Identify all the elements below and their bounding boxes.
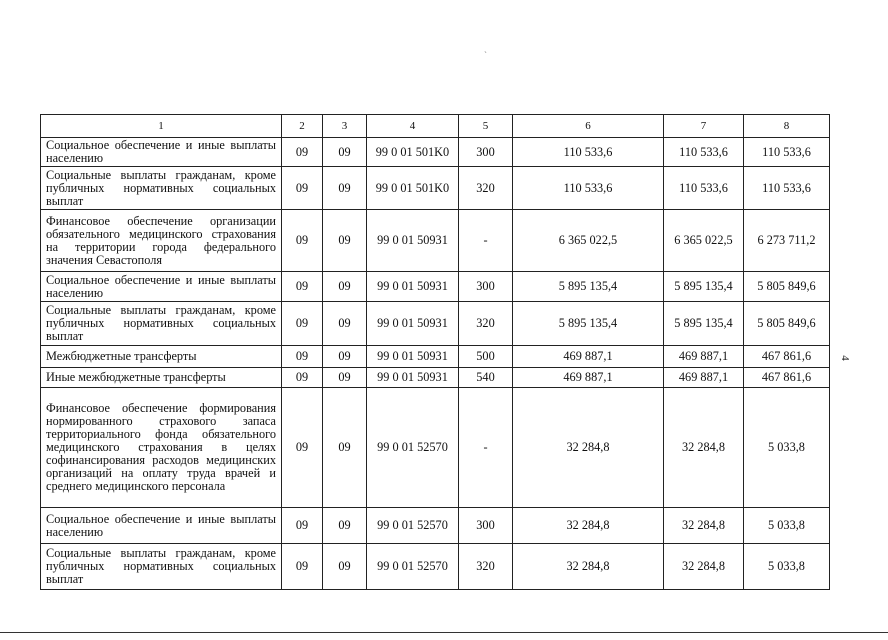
row-amount-col7: 110 533,6 [664, 167, 744, 210]
row-subsection: 09 [323, 272, 367, 302]
row-amount-col8: 5 805 849,6 [744, 302, 830, 346]
row-amount-col8: 5 033,8 [744, 508, 830, 544]
row-target-code: 99 0 01 50931 [367, 210, 459, 272]
row-expense-type: - [459, 388, 513, 508]
row-amount-col6: 32 284,8 [513, 508, 664, 544]
row-subsection: 09 [323, 544, 367, 590]
table-row [41, 346, 830, 368]
row-subsection: 09 [323, 346, 367, 368]
row-target-code: 99 0 01 501K0 [367, 138, 459, 167]
row-subsection: 09 [323, 302, 367, 346]
row-amount-col7: 469 887,1 [664, 346, 744, 368]
table-row [41, 368, 830, 388]
row-target-code: 99 0 01 52570 [367, 508, 459, 544]
table-row [41, 302, 830, 346]
row-expense-type: 300 [459, 138, 513, 167]
row-amount-col6: 469 887,1 [513, 346, 664, 368]
row-amount-col8: 467 861,6 [744, 346, 830, 368]
budget-table [40, 114, 830, 590]
row-amount-col7: 469 887,1 [664, 368, 744, 388]
row-amount-col8: 110 533,6 [744, 167, 830, 210]
row-amount-col6: 469 887,1 [513, 368, 664, 388]
row-expense-type: 300 [459, 508, 513, 544]
column-header: 7 [664, 115, 744, 138]
row-name: Социальное обеспечение и иные выплаты населению [41, 272, 282, 302]
row-section: 09 [282, 138, 323, 167]
table-row [41, 210, 830, 272]
row-target-code: 99 0 01 501K0 [367, 167, 459, 210]
row-name: Межбюджетные трансферты [41, 346, 282, 368]
column-header: 4 [367, 115, 459, 138]
row-name: Финансовое обеспечение формирования нормированного страхового запаса территориального фонда обязательного медицинского страхования в целях софинансирования расходов медицинских организаций на оплату труда врачей и среднего медицинского персонала [41, 388, 282, 508]
row-subsection: 09 [323, 508, 367, 544]
row-section: 09 [282, 272, 323, 302]
row-subsection: 09 [323, 210, 367, 272]
row-amount-col7: 5 895 135,4 [664, 272, 744, 302]
row-amount-col6: 110 533,6 [513, 138, 664, 167]
row-subsection: 09 [323, 368, 367, 388]
column-header: 6 [513, 115, 664, 138]
row-amount-col8: 5 033,8 [744, 544, 830, 590]
row-name: Социальное обеспечение и иные выплаты населению [41, 138, 282, 167]
row-amount-col7: 32 284,8 [664, 388, 744, 508]
row-expense-type: 320 [459, 544, 513, 590]
row-amount-col6: 32 284,8 [513, 544, 664, 590]
page-number: 4 [838, 355, 851, 361]
row-section: 09 [282, 368, 323, 388]
row-amount-col6: 6 365 022,5 [513, 210, 664, 272]
row-target-code: 99 0 01 50931 [367, 368, 459, 388]
row-target-code: 99 0 01 52570 [367, 544, 459, 590]
row-section: 09 [282, 544, 323, 590]
row-amount-col8: 6 273 711,2 [744, 210, 830, 272]
row-expense-type: 500 [459, 346, 513, 368]
table-row [41, 138, 830, 167]
row-expense-type: 300 [459, 272, 513, 302]
row-amount-col6: 110 533,6 [513, 167, 664, 210]
row-name: Социальные выплаты гражданам, кроме публичных нормативных социальных выплат [41, 302, 282, 346]
column-header: 1 [41, 115, 282, 138]
row-name: Социальные выплаты гражданам, кроме публичных нормативных социальных выплат [41, 167, 282, 210]
table-row [41, 508, 830, 544]
row-target-code: 99 0 01 50931 [367, 302, 459, 346]
column-header: 2 [282, 115, 323, 138]
table-row [41, 544, 830, 590]
row-amount-col7: 6 365 022,5 [664, 210, 744, 272]
row-amount-col6: 5 895 135,4 [513, 302, 664, 346]
row-amount-col8: 467 861,6 [744, 368, 830, 388]
column-header: 8 [744, 115, 830, 138]
header-row [41, 115, 830, 138]
row-section: 09 [282, 388, 323, 508]
row-target-code: 99 0 01 50931 [367, 272, 459, 302]
row-target-code: 99 0 01 50931 [367, 346, 459, 368]
row-amount-col7: 32 284,8 [664, 508, 744, 544]
table-body [41, 115, 830, 590]
row-amount-col8: 5 033,8 [744, 388, 830, 508]
row-subsection: 09 [323, 167, 367, 210]
table-row [41, 272, 830, 302]
row-section: 09 [282, 210, 323, 272]
row-expense-type: 320 [459, 302, 513, 346]
row-section: 09 [282, 167, 323, 210]
table-row [41, 167, 830, 210]
row-amount-col7: 5 895 135,4 [664, 302, 744, 346]
row-expense-type: 540 [459, 368, 513, 388]
scan-mark: ` [484, 50, 487, 60]
row-section: 09 [282, 346, 323, 368]
table-row [41, 388, 830, 508]
row-name: Иные межбюджетные трансферты [41, 368, 282, 388]
row-name: Финансовое обеспечение организации обязательного медицинского страхования на территории города федерального значения Севастополя [41, 210, 282, 272]
row-name: Социальное обеспечение и иные выплаты населению [41, 508, 282, 544]
bottom-border-line [0, 632, 888, 633]
row-section: 09 [282, 508, 323, 544]
row-amount-col8: 110 533,6 [744, 138, 830, 167]
column-header: 3 [323, 115, 367, 138]
row-amount-col8: 5 805 849,6 [744, 272, 830, 302]
row-subsection: 09 [323, 138, 367, 167]
row-target-code: 99 0 01 52570 [367, 388, 459, 508]
row-amount-col6: 32 284,8 [513, 388, 664, 508]
row-name: Социальные выплаты гражданам, кроме публичных нормативных социальных выплат [41, 544, 282, 590]
row-amount-col7: 110 533,6 [664, 138, 744, 167]
row-amount-col7: 32 284,8 [664, 544, 744, 590]
row-subsection: 09 [323, 388, 367, 508]
row-expense-type: - [459, 210, 513, 272]
row-section: 09 [282, 302, 323, 346]
row-expense-type: 320 [459, 167, 513, 210]
column-header: 5 [459, 115, 513, 138]
row-amount-col6: 5 895 135,4 [513, 272, 664, 302]
